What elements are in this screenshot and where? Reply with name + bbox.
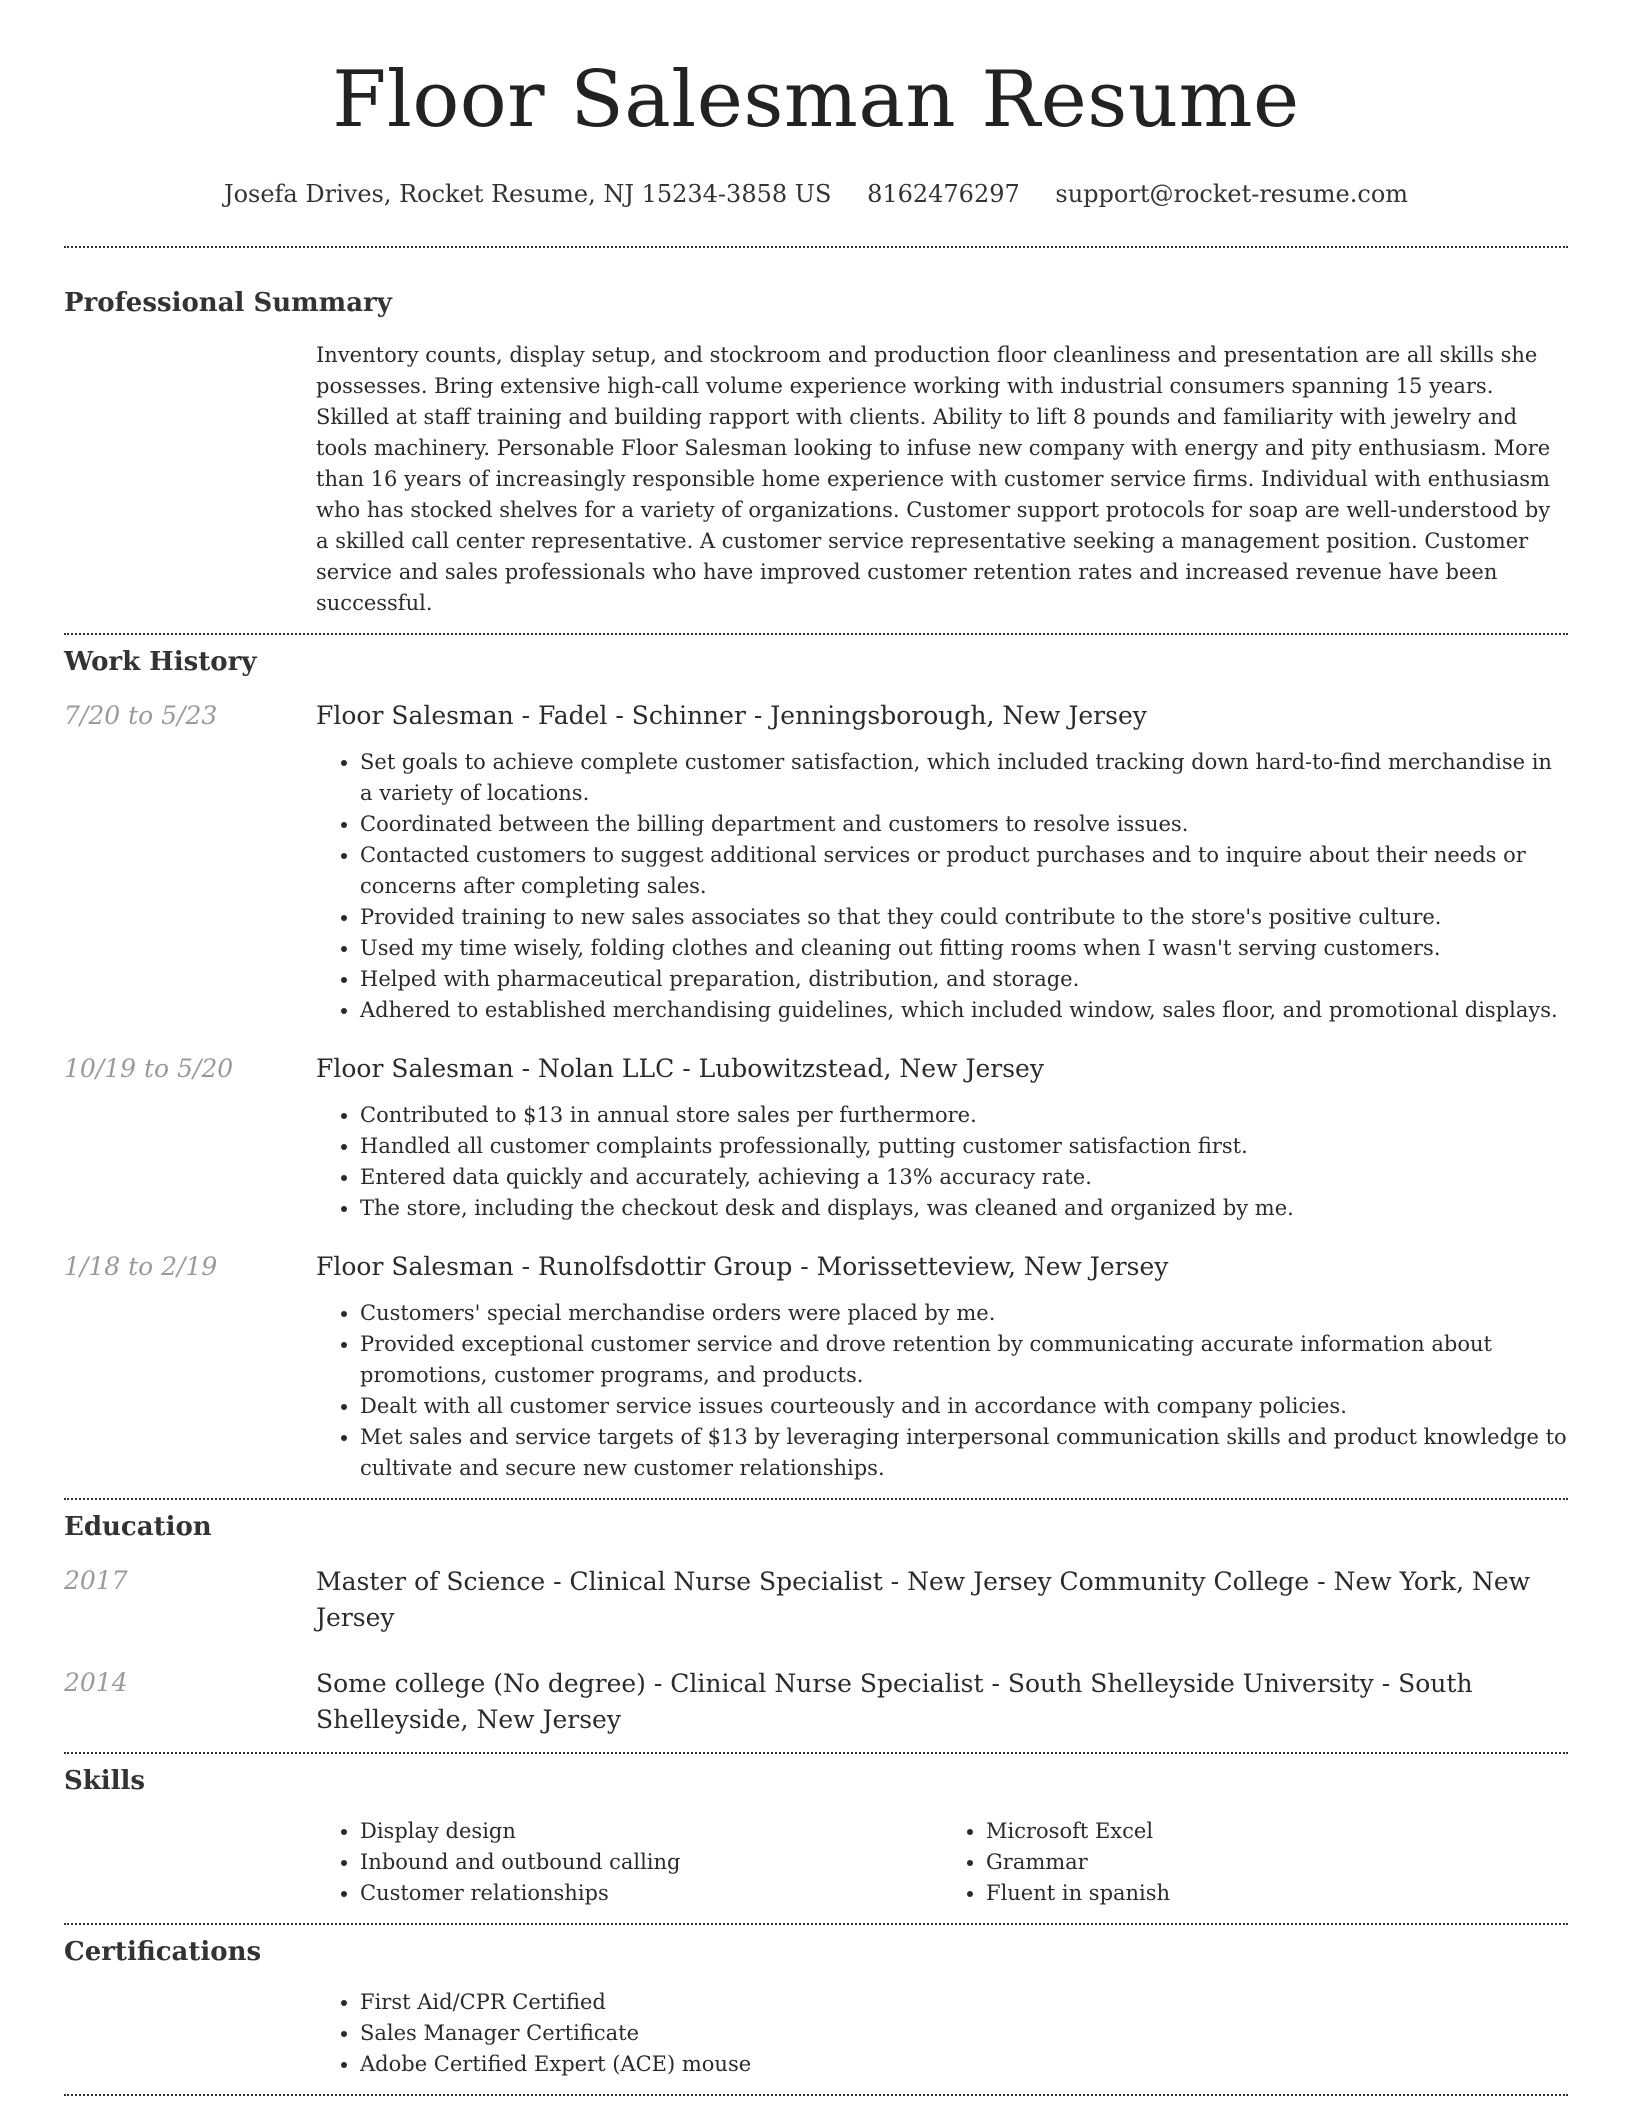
job-bullet: • Handled all customer complaints professionally, putting customer satisfaction first. (360, 1131, 1568, 1162)
job-dates: 7/20 to 5/23 (64, 701, 218, 730)
skill-item: • Inbound and outbound calling (360, 1847, 942, 1878)
education-list (64, 1564, 1568, 1738)
contact-address: Josefa Drives, Rocket Resume, NJ 15234-3858 US (223, 180, 832, 208)
job-entry (64, 1052, 1568, 1224)
job-bullet: • Set goals to achieve complete customer satisfaction, which included tracking down hard-to-find merchandise in a variety of locations. (360, 747, 1568, 809)
job-bullet: • Adhered to established merchandising guidelines, which included window, sales floor, and promotional displays. (360, 995, 1568, 1026)
job-title: Floor Salesman - Fadel - Schinner - Jenningsborough, New Jersey (316, 701, 1147, 730)
job-dates: 10/19 to 5/20 (64, 1054, 234, 1083)
education-heading: Education (64, 1512, 212, 1542)
education-year: 2017 (64, 1566, 128, 1595)
certifications-body (316, 1987, 1568, 2080)
education-text: Master of Science - Clinical Nurse Specialist - New Jersey Community College - New York, New Jersey (316, 1567, 1531, 1632)
job-body (316, 1250, 1568, 1484)
skill-item: • Microsoft Excel (986, 1816, 1568, 1847)
job-entry (64, 1250, 1568, 1484)
education-entry (64, 1564, 1568, 1636)
certification-item: • Adobe Certified Expert (ACE) mouse (360, 2049, 1568, 2080)
skill-item: • Display design (360, 1816, 942, 1847)
job-body (316, 1052, 1568, 1224)
job-body (316, 699, 1568, 1026)
job-dates: 1/18 to 2/19 (64, 1252, 218, 1281)
skill-item: • Customer relationships (360, 1878, 942, 1909)
education-entry (64, 1666, 1568, 1738)
job-bullet: • The store, including the checkout desk and displays, was cleaned and organized by me. (360, 1193, 1568, 1224)
summary-body (316, 340, 1568, 619)
job-bullet: • Entered data quickly and accurately, achieving a 13% accuracy rate. (360, 1162, 1568, 1193)
job-title: Floor Salesman - Nolan LLC - Lubowitzstead, New Jersey (316, 1054, 1044, 1083)
job-entry (64, 699, 1568, 1026)
summary-text: Inventory counts, display setup, and stockroom and production floor cleanliness and presentation are all skills she possesses. Bring extensive high-call volume experience working with industrial consumers spanning 15 years. Skilled at staff training and building rapport with clients. Ability to lift 8 pounds and familiarity with jewelry and tools machinery. Personable Floor Salesman looking to infuse new company with energy and pity enthusiasm. More than 16 years of increasingly responsible home experience with customer service firms. Individual with enthusiasm who has stocked shelves for a variety of organizations. Customer support protocols for soap are well-understood by a skilled call center representative. A customer service representative seeking a management position. Customer service and sales professionals who have improved customer retention rates and increased revenue have been successful. (316, 343, 1551, 615)
work-heading: Work History (64, 647, 257, 677)
education-year: 2014 (64, 1668, 128, 1697)
job-bullets (316, 747, 1568, 1026)
education-text: Some college (No degree) - Clinical Nurse Specialist - South Shelleyside University - South Shelleyside, New Jersey (316, 1669, 1473, 1734)
job-bullets (316, 1100, 1568, 1224)
skill-item: • Fluent in spanish (986, 1878, 1568, 1909)
certifications-section (64, 1925, 1568, 2080)
job-bullet: • Dealt with all customer service issues courteously and in accordance with company policies. (360, 1391, 1568, 1422)
certifications-list (316, 1987, 1568, 2080)
job-bullet: • Contacted customers to suggest additional services or product purchases and to inquire about their needs or concerns after completing sales. (360, 840, 1568, 902)
certification-item: • Sales Manager Certificate (360, 2018, 1568, 2049)
job-list (64, 699, 1568, 1484)
job-bullet: • Customers' special merchandise orders were placed by me. (360, 1298, 1568, 1329)
skills-list-left (316, 1816, 942, 1909)
job-bullet: • Provided training to new sales associates so that they could contribute to the store's positive culture. (360, 902, 1568, 933)
skills-list-right (942, 1816, 1568, 1909)
job-bullet: • Used my time wisely, folding clothes and cleaning out fitting rooms when I wasn't serving customers. (360, 933, 1568, 964)
certification-item: • First Aid/CPR Certified (360, 1987, 1568, 2018)
work-section (64, 635, 1568, 1484)
job-bullet: • Met sales and service targets of $13 by leveraging interpersonal communication skills and product knowledge to cultivate and secure new customer relationships. (360, 1422, 1568, 1484)
job-bullet: • Contributed to $13 in annual store sales per furthermore. (360, 1100, 1568, 1131)
contact-email: support@rocket-resume.com (1055, 180, 1409, 208)
contact-phone: 8162476297 (867, 180, 1020, 208)
contact-line (64, 178, 1568, 210)
skills-section (64, 1754, 1568, 1909)
page-title: Floor Salesman Resume (332, 55, 1300, 145)
job-bullet: • Coordinated between the billing department and customers to resolve issues. (360, 809, 1568, 840)
job-bullet: • Helped with pharmaceutical preparation, distribution, and storage. (360, 964, 1568, 995)
skills-heading: Skills (64, 1766, 146, 1796)
job-title: Floor Salesman - Runolfsdottir Group - Morissetteview, New Jersey (316, 1252, 1169, 1281)
job-bullets (316, 1298, 1568, 1484)
divider (64, 2094, 1568, 2096)
summary-heading: Professional Summary (64, 288, 392, 318)
education-section (64, 1500, 1568, 1738)
summary-section (64, 248, 1568, 619)
certifications-heading: Certifications (64, 1937, 262, 1967)
job-bullet: • Provided exceptional customer service and drove retention by communicating accurate information about promotions, customer programs, and products. (360, 1329, 1568, 1391)
skill-item: • Grammar (986, 1847, 1568, 1878)
skills-columns (316, 1816, 1568, 1909)
